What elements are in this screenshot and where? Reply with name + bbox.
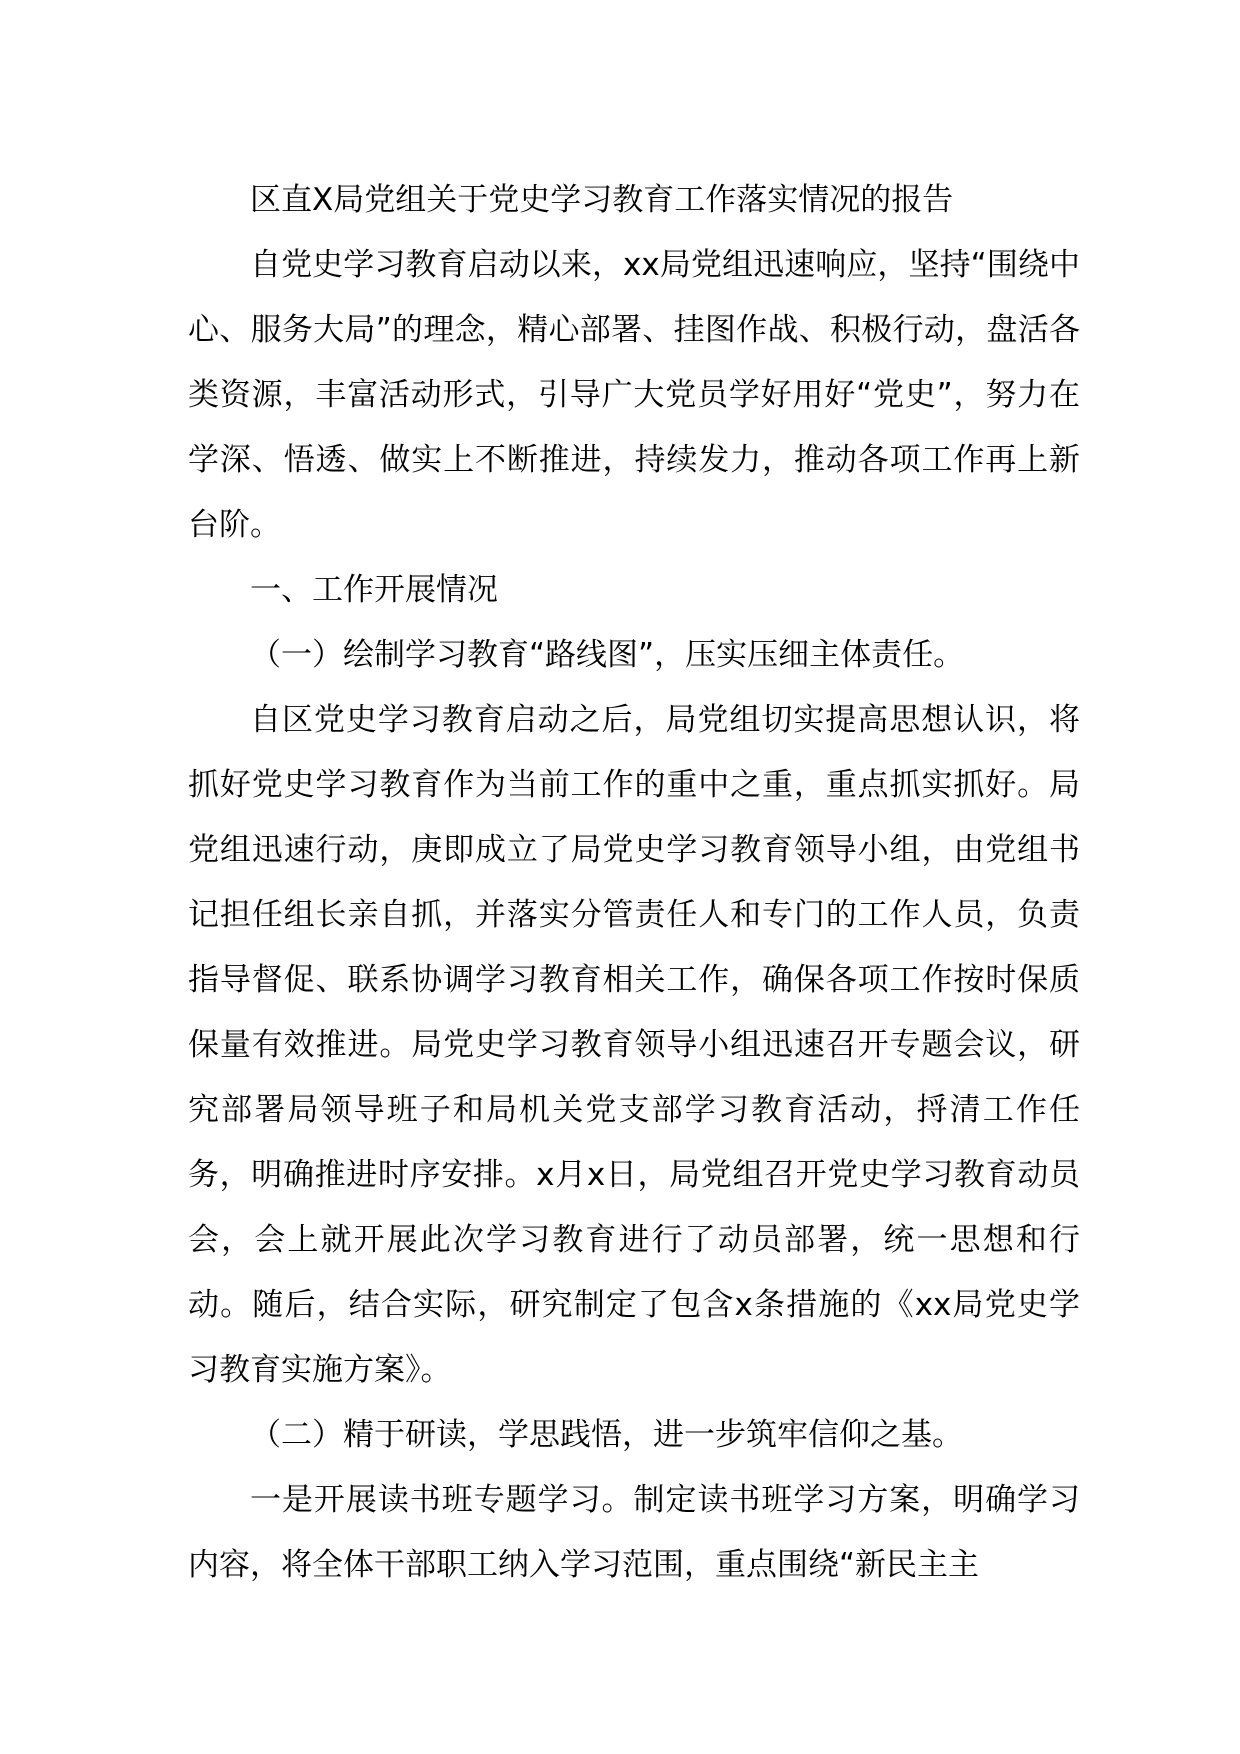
paragraph-subsection-2: 一是开展读书班专题学习。制定读书班学习方案，明确学习内容，将全体干部职工纳入学习范围，重点围绕“新民主主 bbox=[188, 1482, 1080, 1583]
document-page bbox=[188, 168, 1080, 1598]
document-title: 区直X局党组关于党史学习教育工作落实情况的报告 bbox=[250, 182, 954, 218]
paragraph-subsection-1: 自区党史学习教育启动之后，局党组切实提高思想认识，将抓好党史学习教育作为当前工作的重中之重，重点抓实抓好。局党组迅速行动，庚即成立了局党史学习教育领导小组，由党组书记担任组长亲自抓，并落实分管责任人和专门的工作人员，负责指导督促、联系协调学习教育相关工作，确保各项工作按时保质保量有效推进。局党史学习教育领导小组迅速召开专题会议，研究部署局领导班子和局机关党支部学习教育活动，捋清工作任务，明确推进时序安排。x月x日，局党组召开党史学习教育动员会，会上就开展此次学习教育进行了动员部署，统一思想和行动。随后，结合实际，研究制定了包含x条措施的《xx局党史学习教育实施方案》。 bbox=[188, 702, 1080, 1388]
subsection-heading-2: （二）精于研读，学思践悟，进一步筑牢信仰之基。 bbox=[250, 1417, 963, 1453]
section-heading-1: 一、工作开展情况 bbox=[250, 572, 498, 608]
paragraph-intro: 自党史学习教育启动以来，xx局党组迅速响应，坚持“围绕中心、服务大局”的理念，精心部署、挂图作战、积极行动，盘活各类资源，丰富活动形式，引导广大党员学好用好“党史”，努力在学深、悟透、做实上不断推进，持续发力，推动各项工作再上新台阶。 bbox=[188, 247, 1080, 543]
subsection-heading-1: （一）绘制学习教育“路线图”，压实压细主体责任。 bbox=[250, 637, 965, 673]
